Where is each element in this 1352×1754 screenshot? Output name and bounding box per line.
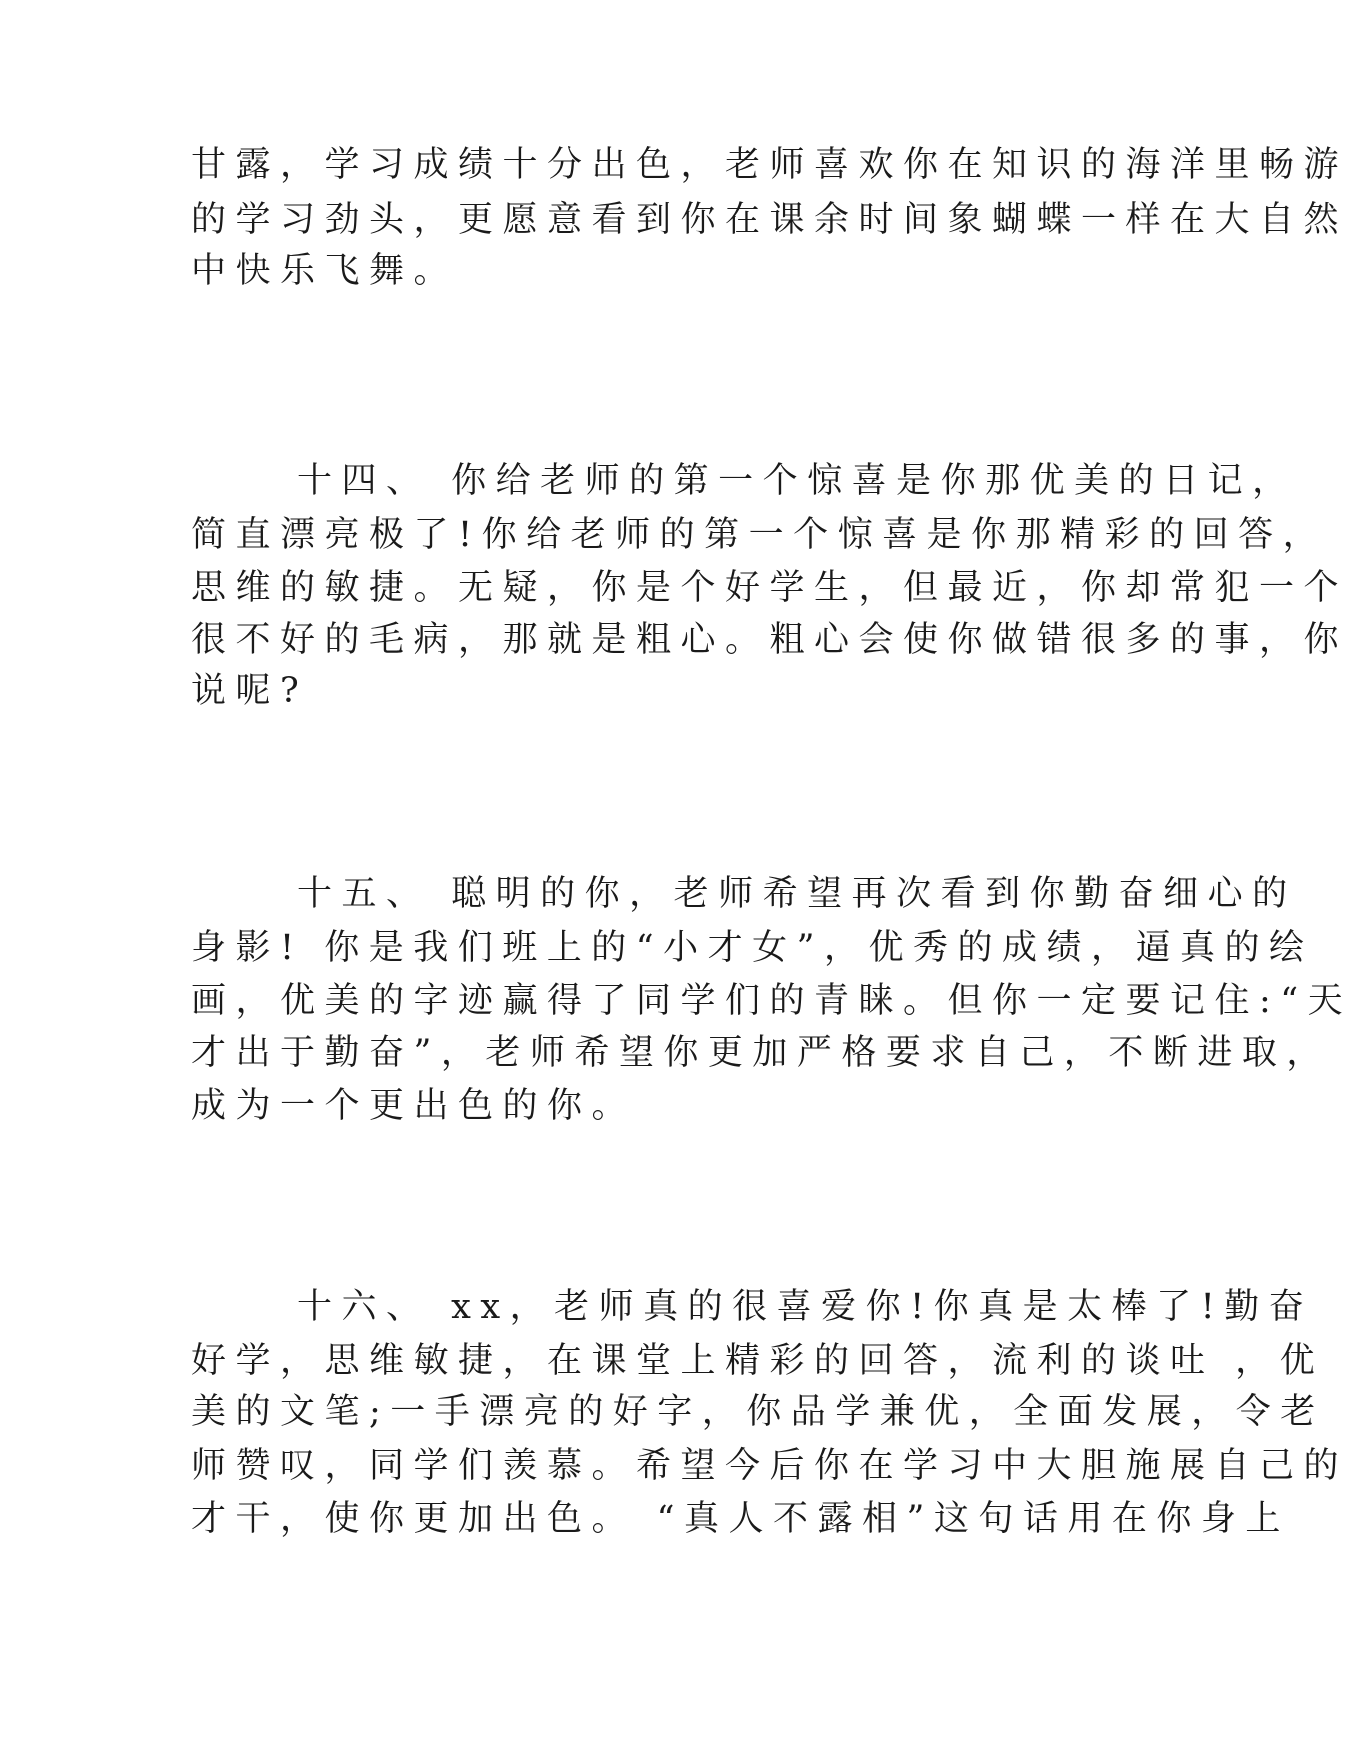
text-line: 简直漂亮极了!你给老师的第一个惊喜是你那精彩的回答， bbox=[191, 515, 1328, 555]
text-line: 的学习劲头，更愿意看到你在课余时间象蝴蝶一样在大自然 bbox=[191, 200, 1349, 240]
text-line: 美的文笔;一手漂亮的好字，你品学兼优，全面发展，令老 bbox=[191, 1392, 1325, 1432]
text-line: 说呢? bbox=[191, 671, 309, 711]
text-line: 很不好的毛病，那就是粗心。粗心会使你做错很多的事，你 bbox=[191, 620, 1349, 660]
paragraph-first-line: 十四、 你给老师的第一个惊喜是你那优美的日记， bbox=[297, 461, 1297, 501]
text-line: 身影! 你是我们班上的“小才女”，优秀的成绩，逼真的绘 bbox=[191, 928, 1314, 968]
text-line: 才干，使你更加出色。 “真人不露相”这句话用在你身上 bbox=[191, 1499, 1290, 1539]
text-line: 思维的敏捷。无疑，你是个好学生，但最近，你却常犯一个 bbox=[191, 568, 1349, 608]
text-line: 甘露，学习成绩十分出色，老师喜欢你在知识的海洋里畅游 bbox=[191, 145, 1349, 185]
paragraph-first-line: 十五、 聪明的你，老师希望再次看到你勤奋细心的 bbox=[297, 874, 1297, 914]
text-line: 好学，思维敏捷，在课堂上精彩的回答，流利的谈吐 ，优 bbox=[191, 1341, 1325, 1381]
text-line: 才出于勤奋”，老师希望你更加严格要求自己，不断进取， bbox=[191, 1033, 1331, 1073]
text-line: 师赞叹，同学们羡慕。希望今后你在学习中大胆施展自己的 bbox=[191, 1446, 1349, 1486]
paragraph-first-line: 十六、 xx，老师真的很喜爱你!你真是太棒了!勤奋 bbox=[297, 1287, 1314, 1327]
text-line: 成为一个更出色的你。 bbox=[191, 1086, 637, 1126]
text-line: 画，优美的字迹赢得了同学们的青睐。但你一定要记住:“天 bbox=[191, 981, 1352, 1021]
text-line: 中快乐飞舞。 bbox=[191, 251, 459, 291]
